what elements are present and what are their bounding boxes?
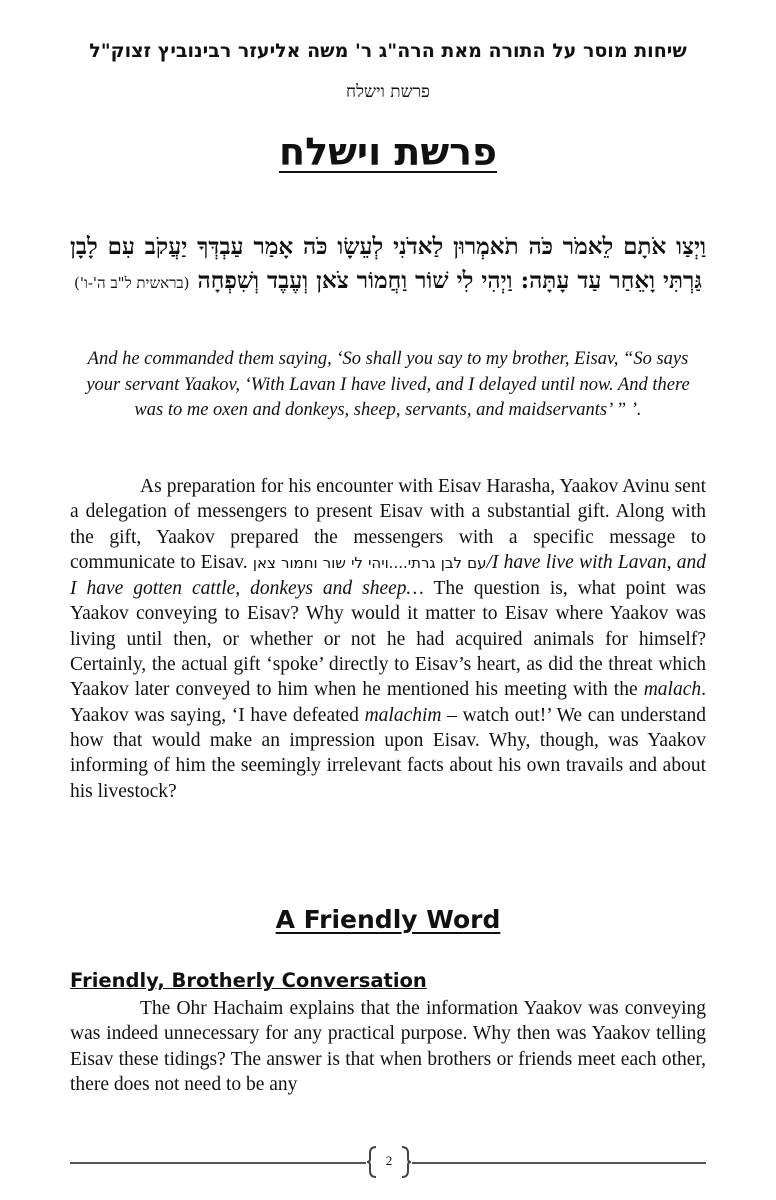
- hebrew-verse: [70, 230, 706, 300]
- body-paragraph-2: [70, 996, 706, 1097]
- paragraph-text: . Yaakov was saying, ‘I have defeated: [70, 679, 706, 726]
- running-head-parsha: פרשת וישלח: [346, 82, 430, 102]
- paragraph-text: – watch out!’ We can understand how that would make an impression upon Eisav. Why, though, was Yaakov informing of him the seemingly irrelevant facts about his own travails and about his livestock?: [70, 704, 706, 802]
- section-heading: A Friendly Word: [275, 905, 501, 934]
- paragraph-text: The question is, what point was Yaakov conveying to Eisav? Why would it matter to Eisav where Yaakov was living until then, or whether or not he had acquired animals for himself? Certainly, the actual gift ‘spoke’ directly to Eisav’s heart, as did the threat which Yaakov later conveyed to him when he mentioned his meeting with the: [70, 578, 706, 701]
- italic-term: malach: [643, 679, 702, 701]
- footer-rule-right: [412, 1162, 706, 1164]
- body-paragraph-1: [70, 474, 706, 804]
- series-title: שיחות מוסר על התורה מאת הרה"ג ר' משה אליעזר רבינוביץ זצוק"ל: [89, 40, 687, 62]
- page-title: [40, 130, 736, 174]
- verse-text: וַיְצַו אֹתָם לֵאמֹר כֹּה תֹאמְרוּן לַאדֹנִי לְעֵשָׂו כֹּה אָמַר עַבְדְּךָ יַעֲקֹב עִם לָבָן גַּרְתִּי וָאֵחַר עַד עָתָּה: וַיְהִי לִי שׁוֹר וַחֲמוֹר צֹאן וְעֶבֶד וְשִׁפְחָה: [70, 233, 706, 294]
- italic-term: malachim: [364, 704, 442, 726]
- verse-source: (בראשית ל"ב ה'-ו'): [74, 274, 190, 292]
- paragraph-text: The Ohr Hachaim explains that the information Yaakov was conveying was indeed unnecessary for any practical purpose. Why then was Yaakov telling Eisav these tidings? The answer is that when brothers or friends meet each other, there does not need to be any: [70, 998, 706, 1095]
- hebrew-inline-quote: עם לבן גרתי....ויהי לי שור וחמור צאן: [252, 553, 487, 572]
- footer-rule-left: [70, 1162, 366, 1164]
- paragraph-text: As preparation for his encounter with Eisav Harasha, Yaakov Avinu sent a delegation of messengers to present Eisav with a substantial gift. Along with the gift, Yaakov prepared the messengers with a specific message to communicate to Eisav.: [70, 476, 706, 573]
- page-title-text: פרשת וישלח: [278, 130, 498, 174]
- subsection-heading: Friendly, Brotherly Conversation: [70, 969, 427, 992]
- page-number: 2: [385, 1153, 393, 1168]
- verse-translation: And he commanded them saying, ‘So shall you say to my brother, Eisav, “So says your servant Yaakov, ‘With Lavan I have lived, and I delayed until now. And there was to me oxen and donkeys, sheep, servants, and maidservants’ ” ’.: [86, 349, 690, 420]
- page-number-frame: [366, 1145, 412, 1179]
- italic-translation: /I have live with Lavan, and I have gotten cattle, donkeys and sheep…: [70, 551, 707, 600]
